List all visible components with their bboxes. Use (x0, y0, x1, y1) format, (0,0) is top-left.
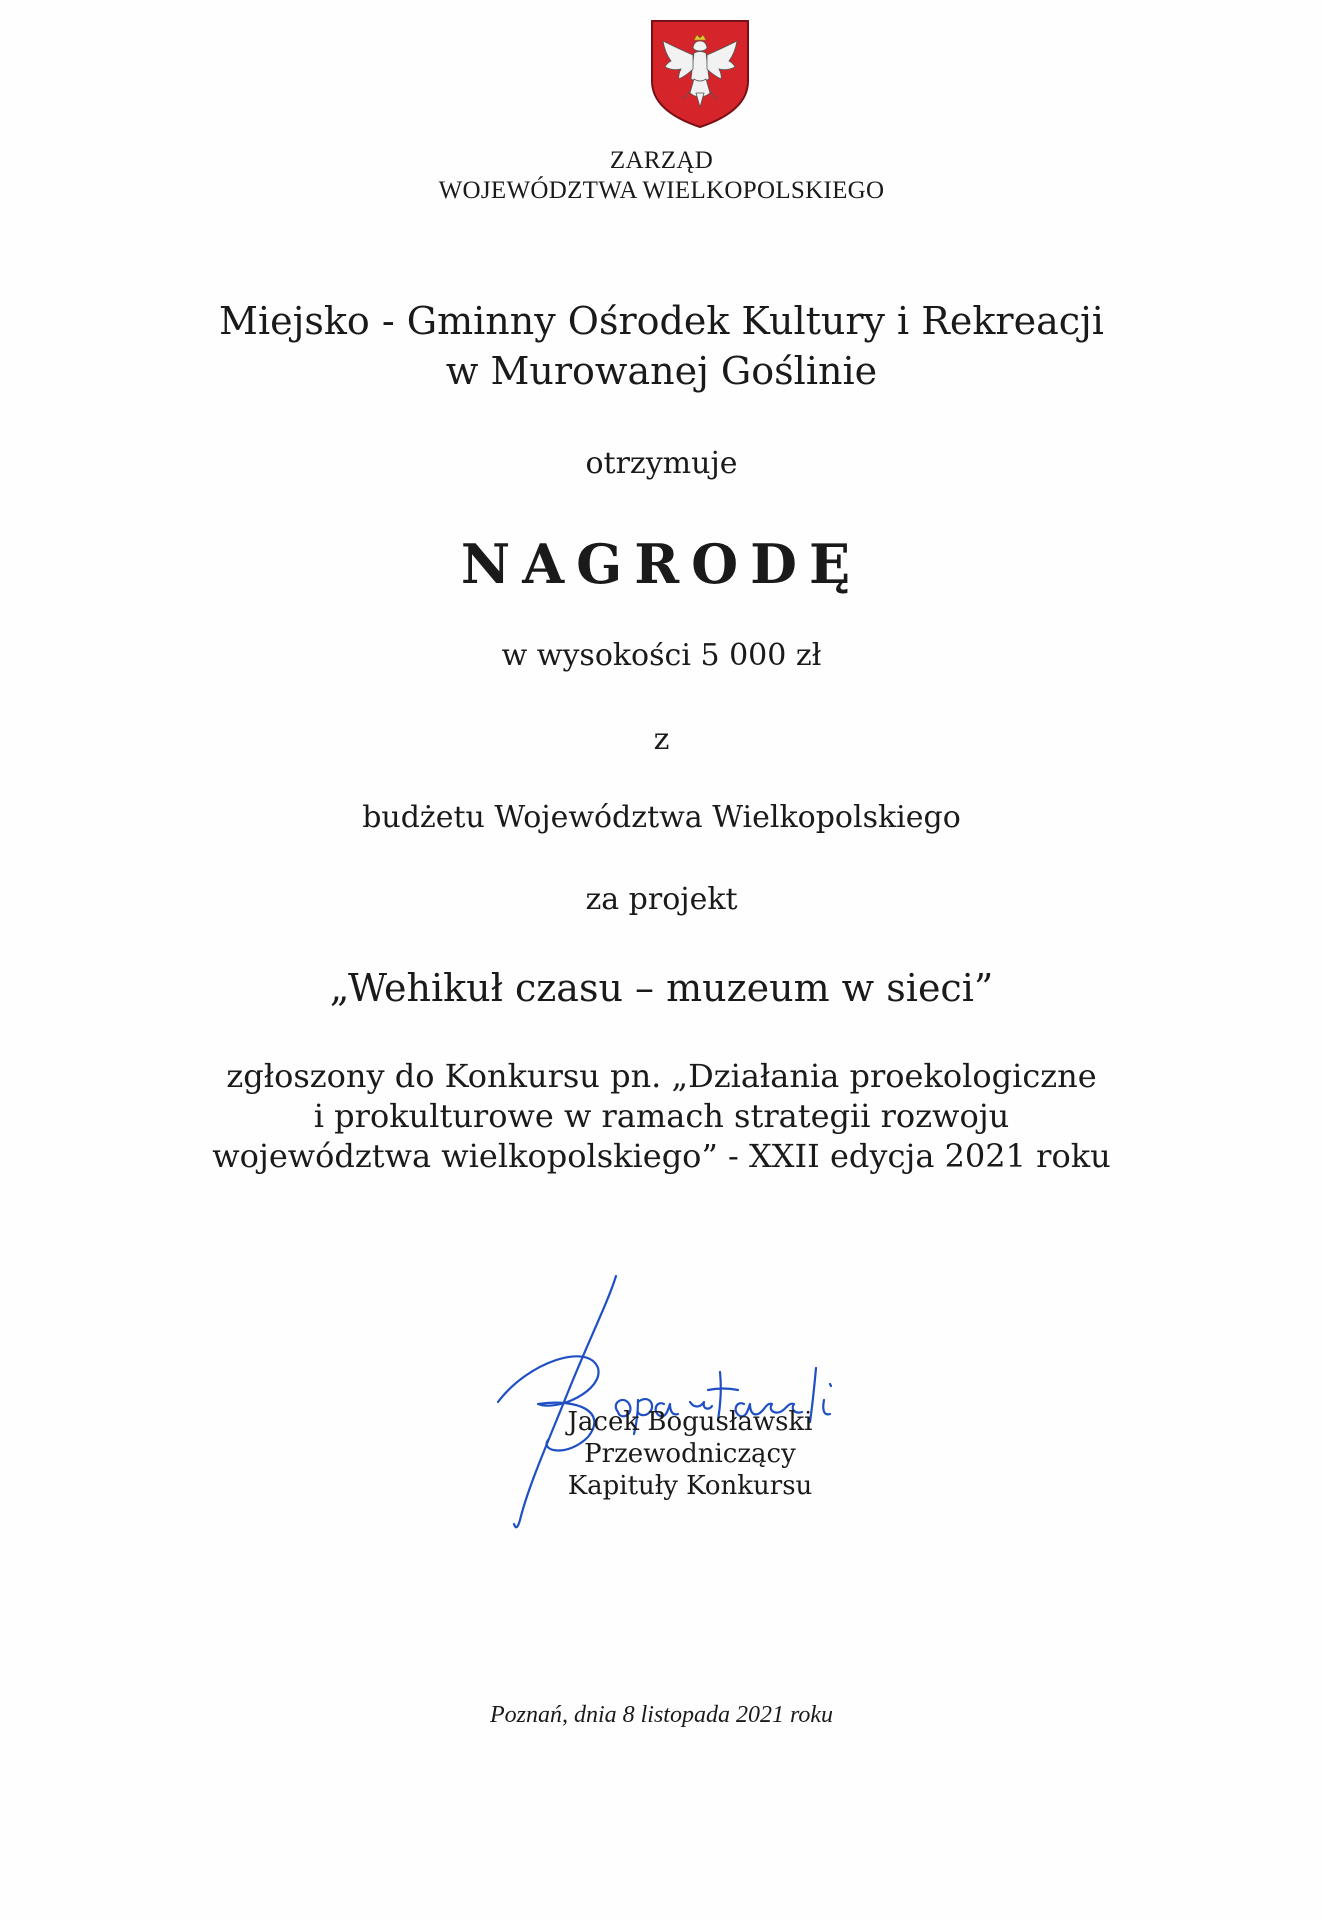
budget-source: budżetu Województwa Wielkopolskiego (362, 800, 961, 835)
issue-date: Poznań, dnia 8 listopada 2021 roku (489, 1702, 834, 1728)
signatory-block (540, 1406, 840, 1502)
project-title: „Wehikuł czasu – muzeum w sieci” (329, 966, 994, 1010)
signatory-name: Jacek Bogusławski (567, 1407, 813, 1437)
eagle-crest-icon (649, 19, 751, 129)
contest-description (0, 1056, 1323, 1176)
contest-line-1: zgłoszony do Konkursu pn. „Działania proekologiczne (226, 1057, 1097, 1095)
issuer-line-1: ZARZĄD (609, 147, 714, 174)
issuer-line-2: WOJEWÓDZTWA WIELKOPOLSKIEGO (438, 177, 885, 204)
issuer-header (0, 146, 1323, 206)
for-project-text: za projekt (585, 882, 738, 917)
contest-line-2: i prokulturowe w ramach strategii rozwoju (313, 1097, 1010, 1135)
award-amount: w wysokości 5 000 zł (501, 638, 822, 673)
signatory-role-line-2: Kapituły Konkursu (567, 1471, 813, 1501)
preposition-text: z (653, 722, 670, 757)
signatory-role-line-1: Przewodniczący (584, 1439, 796, 1469)
recipient-line-1: Miejsko - Gminny Ośrodek Kultury i Rekreacji (219, 299, 1104, 343)
contest-line-3: województwa wielkopolskiego” - XXII edycja 2021 roku (212, 1137, 1111, 1175)
recipient-line-2: w Murowanej Goślinie (445, 349, 878, 393)
recipient-block (0, 296, 1323, 396)
verb-text: otrzymuje (585, 446, 738, 481)
award-heading: NAGRODĘ (460, 532, 863, 596)
